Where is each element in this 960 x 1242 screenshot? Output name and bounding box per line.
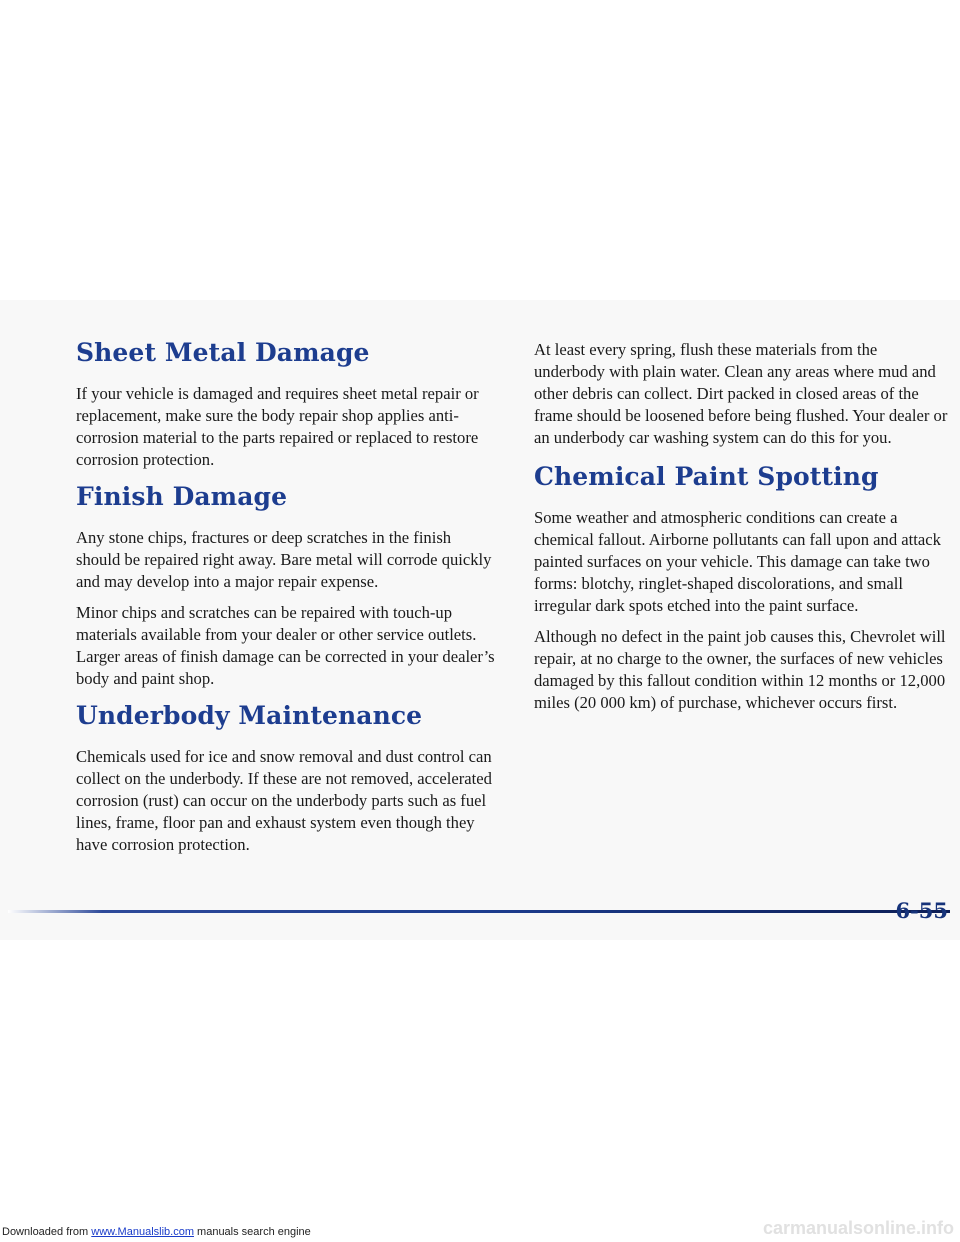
manualslib-link[interactable]: www.Manualslib.com [91,1226,194,1238]
page-number: 6-55 [895,898,948,923]
download-prefix: Downloaded from [2,1226,92,1238]
paragraph-finish-1: Any stone chips, fractures or deep scratches in the finish should be repaired right away. Bare metal will corrode quickly and may develop into a major repair expense. [76,528,492,591]
right-column [534,339,950,723]
paragraph-sheet-metal: If your vehicle is damaged and requires sheet metal repair or replacement, make sure the body repair shop applies anti-corrosion material to the parts repaired or replaced to restore corrosion protection. [76,384,479,469]
download-suffix: manuals search engine [193,1226,311,1238]
left-column [76,337,496,865]
paragraph-underbody: Chemicals used for ice and snow removal and dust control can collect on the underbody. If these are not removed, accelerated corrosion (rust) can occur on the underbody parts such as fuel lines, frame, floor pan and exhaust system even though they have corrosion protection. [76,747,492,854]
paragraph-chemical-2: Although no defect in the paint job causes this, Chevrolet will repair, at no charge to the owner, the surfaces of new vehicles damaged by this fallout condition within 12 months or 12,000 miles (20 000 km) of purchase, whichever occurs first. [534,627,946,712]
footer-rule [8,910,950,913]
download-note [2,1226,311,1238]
paragraph-flush-underbody: At least every spring, flush these materials from the underbody with plain water. Clean any areas where mud and other debris can collect. Dirt packed in closed areas of the frame should be loosened before being flushed. Your dealer or an underbody car washing system can do this for you. [534,340,948,447]
paragraph-finish-2: Minor chips and scratches can be repaired with touch-up materials available from your dealer or other service outlets. Larger areas of finish damage can be corrected in your dealer’s body and paint shop. [76,603,495,688]
heading-underbody-maintenance: Underbody Maintenance [76,701,423,730]
heading-sheet-metal-damage: Sheet Metal Damage [76,338,370,367]
heading-chemical-paint-spotting: Chemical Paint Spotting [534,462,879,491]
paragraph-chemical-1: Some weather and atmospheric conditions can create a chemical fallout. Airborne pollutants can fall upon and attack painted surfaces on your vehicle. This damage can take two forms: blotchy, ringlet-shaped discolorations, and small irregular dark spots etched into the paint surface. [534,508,941,615]
watermark: carmanualsonline.info [762,1218,954,1238]
heading-finish-damage: Finish Damage [76,482,288,511]
